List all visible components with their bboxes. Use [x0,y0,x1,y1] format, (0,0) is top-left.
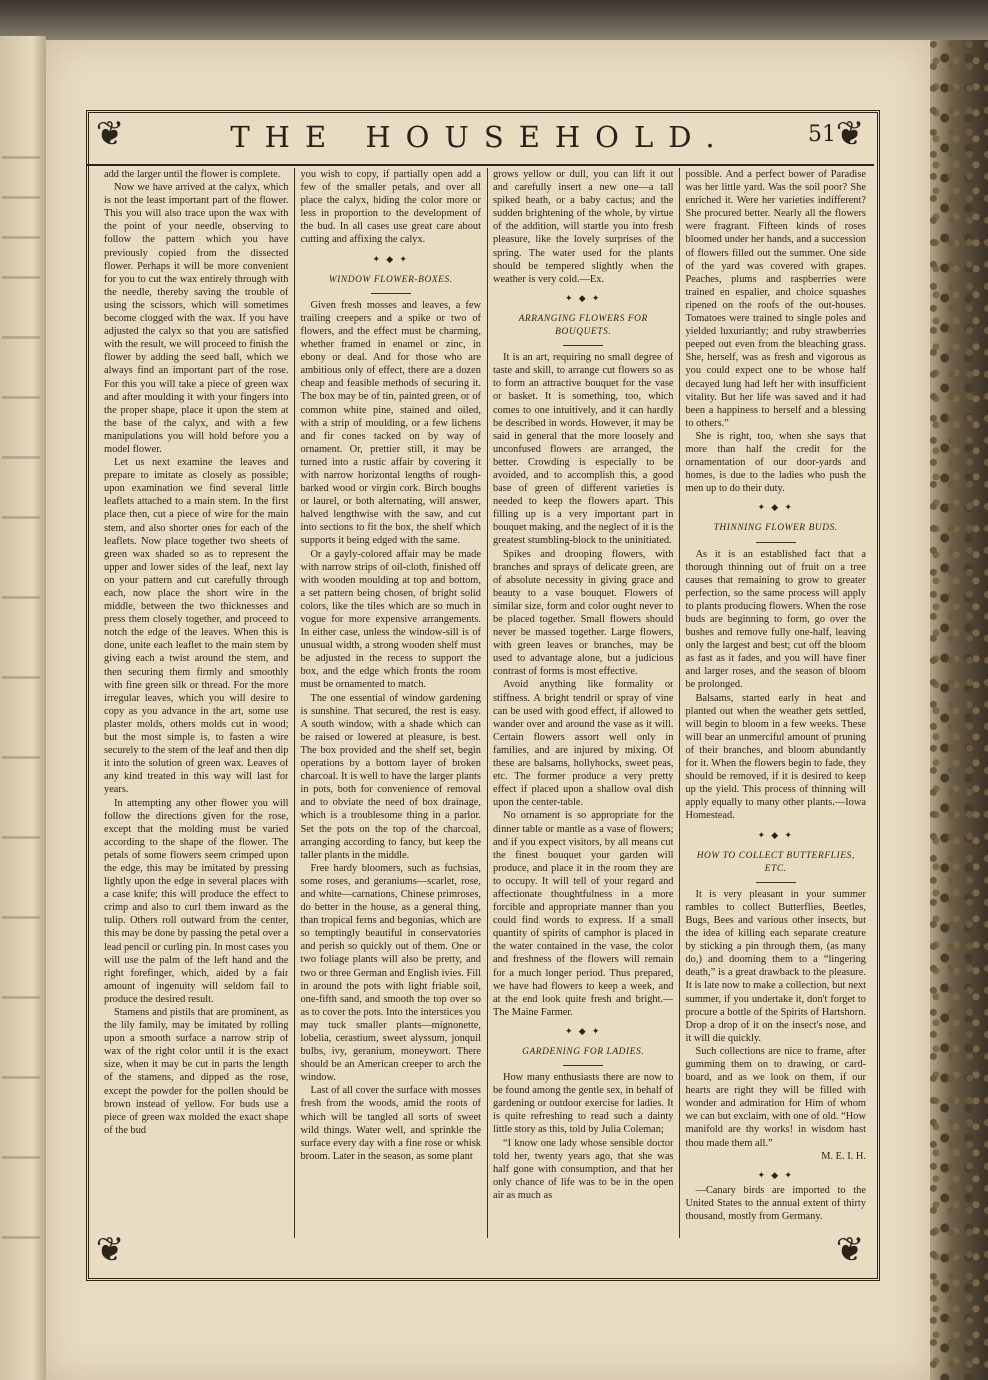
masthead-title: THE HOUSEHOLD. [230,120,730,154]
heading-rule [756,882,796,883]
paragraph: She is right, too, when she says that more than half the credit for the ornamentation of our door-yards and homes, is due to the ladies who push the men up to do their duty. [685,430,866,495]
paragraph: In attempting any other flower you will follow the directions given for the rose, except that the molding must be varied according to the shape of the flower. The petals of some flowers seem crimped upon the edge, this may be imitated by pressing lightly upon the edge in several places with a case knife; this will produce the effect to crimp and also to curl them inward as the tulip. Others roll outward from the center, this may be done by passing the petal over a lead pencil or curling pin. In most cases you will use the palm of the left hand and the right forefinger, which, aided by a fair amount of ingenuity will seldom fail to produce the desired result. [104,797,289,1005]
article-heading-arranging-flowers: ARRANGING FLOWERS FOR BOUQUETS. [518,313,648,338]
paragraph: Avoid anything like formality or stiffness. A bright tendril or spray of vine can be used with good effect, if allowed to wander over and around the vase as it will. Certain flowers assort well only in families, and are injured by mixing. Of these are balsams, hollyhocks, sweet peas, etc. The former produce a very pretty effect if placed upon a shallow oval dish upon the center-table. [492,679,674,809]
paragraph: possible. And a perfect bower of Paradise was her little yard. Was the soil poor? She enriched it. Were her varieties indifferent? She procured better. Nearly all the flowers were fragrant. Fifteen kinds of roses bloomed under her hands, and a succession of flowers filled out the summer. One side of the yard was covered with grapes. Peaches, plums and raspberries were trained en espalier, and choice squashes ripened on the roofs of the out-houses. Tomatoes were trained to single poles and yielded luxuriantly; and ruby strawberries peeped out even from the bleaching grass. She, herself, was as fresh and vigorous as you could expect one to be whose half decayed lung had left her with insufficient vitality. But her life was saved and it had been a happiness to herself and a blessing to others.” [685,169,866,429]
paragraph: Now we have arrived at the calyx, which is not the least important part of the flower. This you will also trace upon the wax with the point of your needle, observing to follow the pattern which you have previously copied from the dissected flower. Perhaps it will be more convenient for you to cut the wax entirely through with the needle, thereby saving the trouble of using the scissors, which will sometimes become clogged with the wax. If you have adjusted the calyx so that you are satisfied with the result, we will proceed to finish the flower by adding the seed ball, which we always find an important part of the rose. For this you will take a piece of green wax and after moulding it with your fingers into the proper shape, place it upon the stem at the base of the calyx, and with a few manipulations you will hold before you a model flower. [104,182,289,455]
paragraph: Let us next examine the leaves and prepare to imitate as closely as possible; upon examination we find several little leaflets attached to a main stem. In the first place then, cut a piece of wire for the main stem, and also shorter ones for each of the leaflets. Now place together two sheets of green wax shaded so as to represent the upper and lower sides of the leaf, next lay on your pattern and cut carefully through each, now place the short wire in the middle, between the two thicknesses and press them closely together, and proceed to notch the edge of the leaves. When this is done, unite each leaflet to the main stem by giving each a twist around the stem, and then securing them firmly and smoothly with fine green silk or thread. For the more irregular leaves, which you will desire to copy as you advance in the art, some use plaster molds, others molds cut in wood; but the most simple is, to fasten a wire securely to the stem of the leaf and then dip it into the solution of green wax. Leaves of any kind treated in this way will last for years. [104,457,289,796]
section-separator: ✦ ◆ ✦ [564,292,602,303]
section-separator: ✦ ◆ ✦ [757,502,794,513]
article-columns [104,168,866,1238]
heading-rule [371,293,411,294]
paragraph: No ornament is so appropriate for the dinner table or mantle as a vase of flowers; and if you expect visitors, by all means cut the finest bouquet your garden will produce, and place it in the room they are to occupy. It will tell of your regard and affectionate thoughtfulness in a more forcible and appropriate manner than you could find words to express. If a small quantity of spirits of camphor is placed in the water contained in the vase, the color and freshness of the flowers will remain for a much longer period. Thus prepared, we have had flowers to keep a week, and at the end look quite fresh and bright.—The Maine Farmer. [492,810,674,1018]
article-heading-thinning-flower-buds: THINNING FLOWER BUDS. [713,523,838,534]
corner-ornament-icon: ❦ [835,1230,865,1270]
section-separator: ✦ ◆ ✦ [564,1025,602,1036]
book-cover-edge [928,40,988,1380]
corner-ornament-icon: ❦ [95,114,125,154]
article-heading-window-flower-boxes: WINDOW FLOWER-BOXES. [328,274,453,285]
corner-ornament-icon: ❦ [95,1230,125,1270]
section-separator: ✦ ◆ ✦ [757,1169,794,1180]
article-heading-collect-butterflies: HOW TO COLLECT BUTTERFLIES, ETC. [696,850,855,874]
paragraph: Last of all cover the surface with mosses fresh from the woods, amid the roots of which will be tangled all sorts of sweet wild things. Water well, and sprinkle the surface every day with a fine rose or whisk broom. Later in the season, as some plant [300,1085,481,1162]
paragraph: The one essential of window gardening is sunshine. That secured, the rest is easy. A south window, with a shade which can be raised or lowered at pleasure, is best. The box provided and the shelf set, begin operations by a bottom layer of broken charcoal. It is well to have the larger plants in pots, both for convenience of removal and to obviate the need of box drainage, which is a troublesome thing in a parlor. Set the pots on the top of the charcoal, arranging according to fancy, but keep the taller plants in the middle. [300,692,481,861]
column-2 [294,168,481,1238]
paragraph: Or a gayly-colored affair may be made with narrow strips of oil-cloth, finished off with wooden moulding at top and bottom, a set pattern being chosen, of bright solid colors, like the tiles which are so much in vogue for more expensive arrangements. In either case, unless the window-sill is of unusual width, a strong wooden shelf must be adjusted in the recess to support the box, and the edge which fronts the room must be ornamented to match. [300,548,481,691]
paragraph: How many enthusiasts there are now to be found among the gentle sex, in behalf of gardening or outdoor exercise for ladies. It is quite refreshing to read such a dainty little story as this, told by Julia Coleman; [492,1072,674,1136]
heading-rule [563,1065,603,1066]
corner-ornament-icon: ❦ [835,114,865,154]
paragraph: Balsams, started early in heat and planted out when the weather gets settled, will begin to bloom in a few weeks. These will bear an unmerciful amount of pruning of their branches, and bloom abundantly for it. When the flowers begin to fade, they should be removed, if it is desired to keep up the yield. This process of thinning will apply equally to many other plants.—Iowa Homestead. [685,692,866,822]
author-signature: M. E. I. H. [821,1150,866,1162]
book-spine-top [0,0,988,40]
facing-page-edge [0,36,46,1380]
section-separator: ✦ ◆ ✦ [757,829,794,840]
paragraph: It is very pleasant in your summer rambles to collect Butterflies, Beetles, Bugs, Bees and various other insects, but the idea of killing each separate creature by sticking a pin through them, (as many do,) and dooming them to a “lingering death,” is a great drawback to the pleasure. It is late now to make a collection, but next summer, if you undertake it, don't forget to procure a bottle of the Spirits of Hartshorn. Drop a drop of it on the insect's nose, and it will die quickly. [685,888,866,1044]
page-number: 51 [808,122,836,147]
paragraph: As it is an established fact that a thorough thinning out of fruit on a tree causes that remaining to grow to greater perfection, so the same process will apply to plants producing flowers. When the rose buds are beginning to form, go over the bushes and remove fully one-half, leaving only the largest and best; cut off the bloom as fast as it fades, and you will have finer and larger roses, and the season of bloom be prolonged. [685,548,866,691]
paragraph: Free hardy bloomers, such as fuchsias, some roses, and geraniums—scarlet, rose, and white—carnations, Chinese primroses, do better in the house, as a general thing, than tropical ferns and begonias, which are so temptingly beautiful in conservatories and perish so quickly out of them. One or two foliage plants will also be pretty, and two or three German and English ivies. Fill in around the pots with light friable soil, one-fifth sand, and smooth the top over so as to cover the pots. Into the interstices you may tuck smaller plants—mignonette, lobelia, cerastium, sweet alyssum, jonquil bulbs, ivy, geranium, moneywort. There should be an American creeper to arch the window. [300,862,481,1084]
column-3 [487,168,674,1238]
column-1 [104,168,288,1238]
paragraph: —Canary birds are imported to the United States to the annual extent of thirty thousand, mostly from Germany. [685,1184,866,1223]
section-separator: ✦ ◆ ✦ [372,253,409,264]
paragraph: grows yellow or dull, you can lift it out and carefully insert a new one—a tall spiked heath, or a baby cactus; and the sudden brightening of the whole, by virtue of the addition, will startle you into fresh pleasure, like the lovely surprises of the spring. The water used for the plants should be tempered slightly when the weather is very cold.—Ex. [492,169,674,285]
heading-rule [563,345,603,346]
paragraph: Such collections are nice to frame, after gumming them on to drawing, or card-board, and as we look on them, if our hearts are right they will be filled with wonder and admiration for Him of whom we can but exclaim, with one of old. “How manifold are thy works! in wisdom hast thou made them all.” [685,1045,866,1149]
article-heading-gardening-for-ladies: GARDENING FOR LADIES. [522,1047,645,1057]
column-4 [679,168,866,1238]
paragraph: “I know one lady whose sensible doctor told her, twenty years ago, that she was half gone with consumption, and that her only chance of life was to be in the open air as much as [492,1137,674,1201]
paragraph: you wish to copy, if partially open add a few of the smaller petals, and over all place the calyx, hiding the color more or less in proportion to the development of the bud. In all cases use great care about cutting and affixing the calyx. [300,169,481,246]
heading-rule [756,542,796,543]
paragraph: Stamens and pistils that are prominent, as the lily family, may be imitated by rolling upon a smooth surface a narrow strip of wax of the right color until it is the exact size, when it may be cut in parts the length of the stamens, and dipped as the rose, except the powder for the pollen should be brown instead of yellow. For buds use a piece of green wax molded the exact shape of the bud [104,1007,289,1136]
paragraph: It is an art, requiring no small degree of taste and skill, to arrange cut flowers so as to form an attractive bouquet for the vase or basket. It is something, too, which comes to one intuitively, and it can hardly be described in words. However, it may be said in general that the more loosely and unconfused flowers are arranged, the better. Crowding is especially to be avoided, and to accomplish this, a good base of green of different varieties is needed to keep the flowers apart. This filling up is a very important part in bouquet making, and the neglect of it is the greatest stumbling-block to the uninitiated. [492,352,674,547]
paragraph: add the larger until the flower is complete. [104,169,281,180]
masthead [86,110,874,166]
paragraph: Spikes and drooping flowers, with branches and sprays of delicate green, are of absolute necessity in giving grace and beauty to a vase bouquet. Flowers of similar size, form and color ought never to be placed together. Small flowers should never be massed together. Large flowers, with green leaves or branches, may be used to advantage alone, but a judicious contrast of forms is most effective. [492,548,674,678]
paragraph: Given fresh mosses and leaves, a few trailing creepers and a spike or two of flowers, and the effect must be charming, whether framed in enamel or zinc, in ebony or deal. And for those who are ambitious only of effect, there are a dozen cheap and feasible methods of securing it. The box may be of tin, painted green, or of common white pine, stained and oiled, with a strip of moulding, or a few lichens and fir cones tacked on by way of ornament. Or, prettier still, it may be turned into a rustic affair by covering it with narrow horizontal lengths of rough-barked wood or virgin cork. Birch boughs or laurel, or both alternating, will answer, halved lengthwise with the saw, and cut into sections to fit the box, the shelf which supports it being edged with the same. [300,299,481,547]
